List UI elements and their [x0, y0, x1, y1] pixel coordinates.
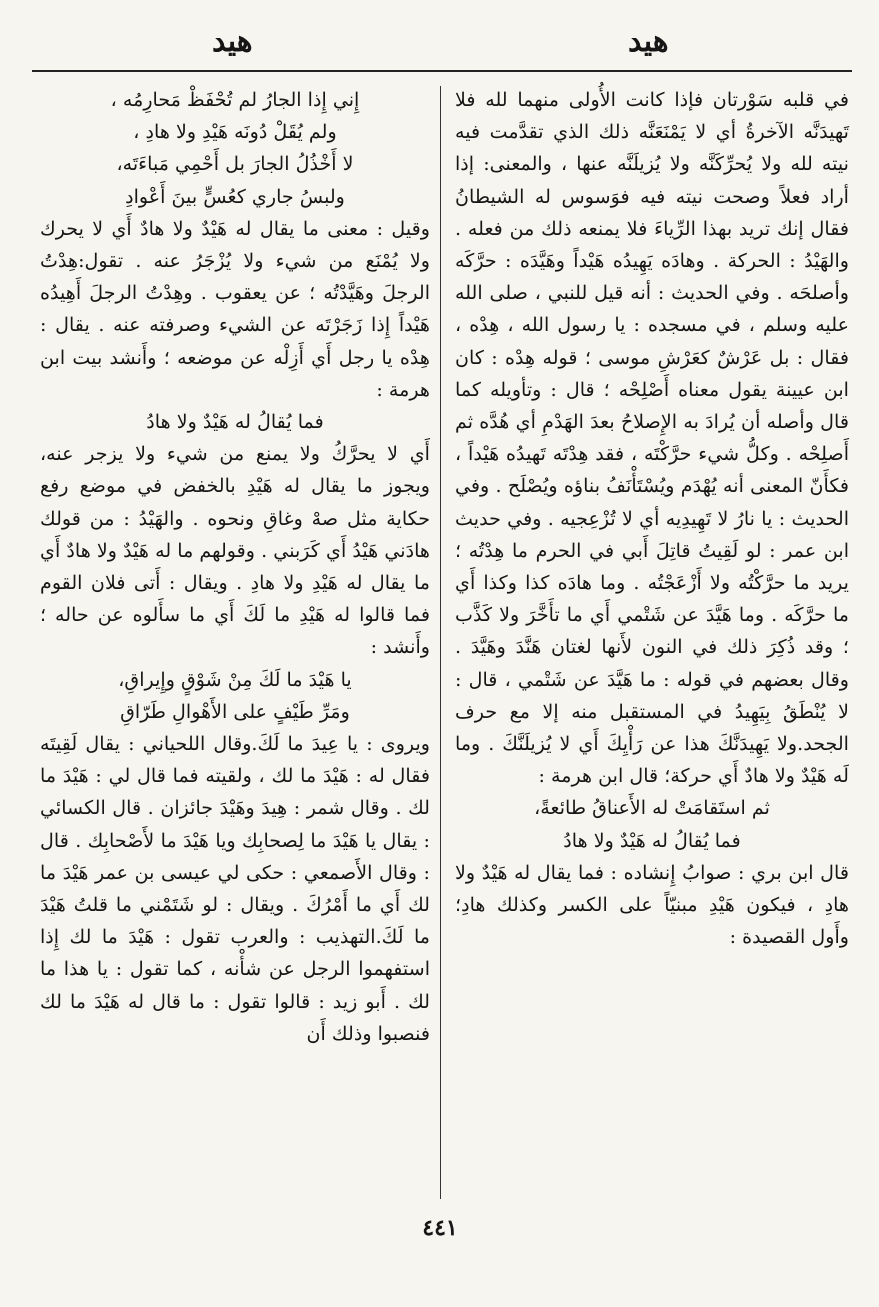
- page-header: [0, 24, 879, 64]
- verse-line: فما يُقالُ له هَيْدٌ ولا هادُ: [563, 828, 741, 852]
- paragraph: قال ابن بري : صوابُ إِنشاده : فما يقال له هَيْدٌ ولا هادِ ، فيكون هَيْدِ مبنيّاً على الكسر وكذلك هادِ؛ وأَول القصيدة :: [455, 860, 849, 949]
- left-column: [40, 84, 430, 1050]
- verse-line: إِني إِذا الجارُ لم تُحْفَظْ مَحارِمُه ،: [110, 88, 360, 111]
- verse-line: ومَرِّ طَيْفٍ على الأَهْوالِ طَرّاقِ: [120, 699, 350, 723]
- right-column: [455, 84, 849, 953]
- verse-line: ولبسُ جاري كعُسٍّ بينَ أَعْوادِ: [125, 184, 345, 208]
- verse-line: ولم يُقَلْ دُونَه هَيْدِ ولا هادِ ،: [133, 120, 337, 144]
- running-headword-right: هيد: [628, 24, 669, 59]
- paragraph: أَي لا يحرَّكُ ولا يمنع من شيء ولا يزجر عنه، ويجوز ما يقال له هَيْدِ بالخفض في موضع رفع حكاية مثل صهْ وغاقِ ونحوه . والهَيْدُ : من قولك هادَني هَيْدُ أَي كَرَبني . وقولهم ما له هَيْدٌ ولا هادٌ أَي ما يقال له هَيْدِ ولا هادِ . ويقال : أَتى فلان القوم فما قالوا له هَيْدِ ما لَكَ أَي ما سأَلوه عن حاله ؛ وأَنشد :: [40, 442, 430, 659]
- verse-line: يا هَيْدَ ما لَكَ مِنْ شَوْقٍ وإِيراقِ،: [118, 667, 352, 691]
- paragraph: وقيل : معنى ما يقال له هَيْدٌ ولا هادٌ أَي لا يحرك ولا يُمْنَع من شيء ولا يُزْجَرُ عنه . تقول:هِدْتُ الرجلَ وهَيَّدْتُه ؛ عن يعقوب . وهِدْتُ الرجلَ أَهِيدُه هَيْداً إِذا زَجَرْتَه عن الشيء وصرفته عنه . يقال : هِدْه يا رجل أَي أَزِلْه عن موضعه ؛ وأَنشد بيت ابن هرمة :: [40, 216, 430, 401]
- paragraph: في قلبه سَوْرتان فإذا كانت الأُولى منهما لله فلا تَهيدَنَّه الآخرةُ أي لا يَمْنَعَنَّه ذلك الذي تقدَّمت فيه نيته لله ولا يُحرِّكَنَّه ولا يُزيلَنَّه عنها ، والمعنى: إذا أراد فعلاً وصحت نيته فيه فوَسوس له الشيطانُ فقال إنك تريد بهذا الرِّياءَ فلا يمنعه ذلك من فعله . والهَيْدُ : الحركة . وهادَه يَهِيدُه هَيْداً وهَيَّدَه : حرَّكَه وأصلحَه . وفي الحديث : أنه قيل للنبي ، صلى الله عليه وسلم ، في مسجده : يا رسول الله ، هِدْه ، فقال : بل عَرْشٌ كعَرْشِ موسى ؛ قوله هِدْه : كان ابن عيينة يقول معناه أَصْلِحْه ؛ قال : وتأويله كما قال وأصله أن يُرادَ به الإِصلاحُ بعدَ الهَدْمِ أي هُدَّه ثم أَصلِحْه . وكلُّ شيء حرَّكْتَه ، فقد هِدْتَه تَهيدُه هَيْداً ، فكأَنّ المعنى أنه يُهْدَم ويُسْتَأْنَفُ بناؤه ويُصْلَح . وفي الحديث : يا نارُ لا تَهِيدِيه أي لا تُزْعِجيه . وفي حديث ابن عمر : لو لَقِيتُ قاتِلَ أَبي في الحرم ما هِدْتُه ؛ يريد ما حرَّكْتُه ولا أَزْعَجْتُه . وما هادَه كذا وكذا أَي ما حرَّكَه . وما هَيَّدَ عن شَتْمي أَي ما تأَخَّرَ ولا كَذَّب ؛ وقد ذُكِرَ ذلك في النون لأَنها لغتان هَنَّدَ وهَيَّدَ . وقال بعضهم في قوله : ما هَيَّدَ عن شَتْمي ، قال : لا يُنْطَقُ بِيَهِيدُ في المستقبل منه إلا مع حرف الجحد.ولا يَهِيدَنَّكَ هذا عن رَأْيِكَ أَي لا يُزيلَنَّكَ . وما لَه هَيْدٌ ولا هادٌ أَي حركة؛ قال ابن هرمة :: [455, 88, 849, 788]
- paragraph: ويروى : يا عِيدَ ما لَكَ.وقال اللحياني : يقال لَقِيتَه فقال له : هَيْدَ ما لك ، ولقيته فما قال لي : هَيْدَ ما لك . وقال شمر : هِيدَ وهَيْدَ جائزان . قال الكسائي : يقال يا هَيْدَ ما لِصحابِك ويا هَيْدَ ما لأَصْحابِك . قال : وقال الأَصمعي : حكى لي عيسى بن عمر هَيْدَ ما لك أَي ما أَمْرُكَ . ويقال : لو شَتَمْني ما قلتُ هَيْدَ ما لَكَ.التهذيب : والعرب تقول : هَيْدَ ما لك إِذا استفهموا الرجل عن شأْنه ، كما تقول : يا هذا ما لك . أَبو زيد : قالوا تقول : ما قال له هَيْدَ ما لك فنصبوا وذلك أَن: [40, 732, 430, 1045]
- running-headword-left: هيد: [212, 24, 253, 59]
- page-number: ٤٤١: [422, 1215, 458, 1241]
- verse-line: ثم استَقامَتْ له الأَعناقُ طائعةً،: [534, 796, 770, 820]
- verse-line: فما يُقالُ له هَيْدٌ ولا هادُ: [146, 410, 324, 434]
- header-rule: [32, 70, 852, 72]
- verse-line: لا أَخْذُلُ الجارَ بل أَحْمِي مَباءَتَه،: [116, 152, 354, 176]
- column-divider: [440, 86, 441, 1199]
